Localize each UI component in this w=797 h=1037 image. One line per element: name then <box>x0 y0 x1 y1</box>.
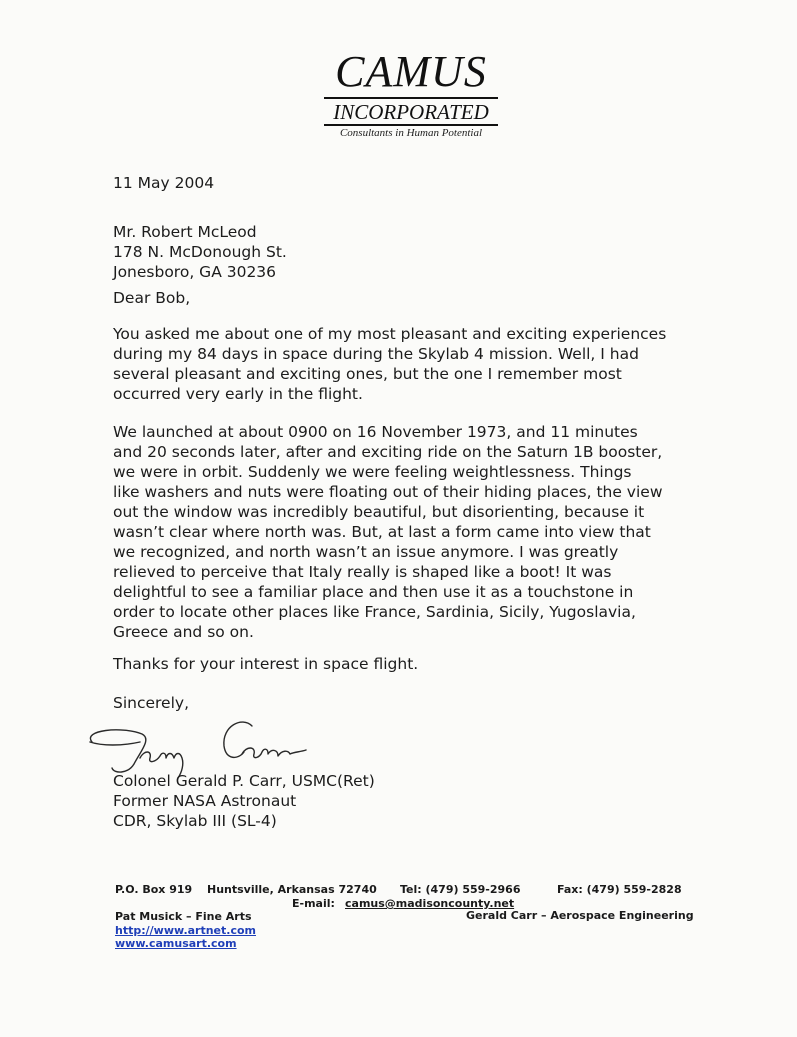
letter-date: 11 May 2004 <box>113 174 215 192</box>
paragraph-line: we recognized, and north wasn’t an issue anymore. I was greatly <box>113 543 619 561</box>
paragraph-line: You asked me about one of my most pleasant and exciting experiences <box>113 325 667 343</box>
footer-po-box: P.O. Box 919 <box>115 883 193 896</box>
signer-line: CDR, Skylab III (SL-4) <box>113 812 277 830</box>
footer-right-name: Gerald Carr – Aerospace Engineering <box>466 909 694 922</box>
paragraph-line: and 20 seconds later, after and exciting ride on the Saturn 1B booster, <box>113 443 663 461</box>
footer-email-link[interactable]: camus@madisoncounty.net <box>345 897 515 910</box>
footer-fax: Fax: (479) 559-2828 <box>557 883 682 896</box>
recipient-address <box>113 222 733 282</box>
footer-email-label: E-mail: <box>292 897 335 910</box>
closing-line: Thanks for your interest in space flight. <box>113 655 419 673</box>
footer-link-artnet[interactable]: http://www.artnet.com <box>115 924 256 937</box>
recipient-line: Mr. Robert McLeod <box>113 223 257 241</box>
footer-city: Huntsville, Arkansas 72740 <box>207 883 377 896</box>
letterhead-rule-top <box>324 97 498 99</box>
paragraph-line: order to locate other places like France, Sardinia, Sicily, Yugoslavia, <box>113 603 636 621</box>
paragraph-line: like washers and nuts were floating out of their hiding places, the view <box>113 483 663 501</box>
paragraph-line: We launched at about 0900 on 16 November 1973, and 11 minutes <box>113 423 638 441</box>
valediction: Sincerely, <box>113 694 190 712</box>
paragraph-line: delightful to see a familiar place and then use it as a touchstone in <box>113 583 634 601</box>
recipient-line: 178 N. McDonough St. <box>113 243 287 261</box>
paragraph-line: Greece and so on. <box>113 623 254 641</box>
signer-line: Former NASA Astronaut <box>113 792 297 810</box>
footer-link-camusart[interactable]: www.camusart.com <box>115 937 237 950</box>
signer-line: Colonel Gerald P. Carr, USMC(Ret) <box>113 772 375 790</box>
company-name: CAMUS <box>335 47 487 96</box>
paragraph-line: out the window was incredibly beautiful, but disorienting, because it <box>113 503 645 521</box>
company-tagline: Consultants in Human Potential <box>339 127 483 139</box>
paragraph-line: several pleasant and exciting ones, but the one I remember most <box>113 365 622 383</box>
paragraph-line: wasn’t clear where north was. But, at last a form came into view that <box>113 523 651 541</box>
recipient-line: Jonesboro, GA 30236 <box>113 263 277 281</box>
footer-left-name: Pat Musick – Fine Arts <box>115 910 252 923</box>
footer-tel: Tel: (479) 559-2966 <box>400 883 521 896</box>
letterhead-rule-bottom <box>324 124 498 126</box>
paragraph-1 <box>113 324 733 404</box>
paragraph-2 <box>113 422 733 642</box>
salutation: Dear Bob, <box>113 289 191 307</box>
company-incorporated: INCORPORATED <box>333 100 489 124</box>
signer-block <box>113 771 733 831</box>
paragraph-line: relieved to perceive that Italy really is shaped like a boot! It was <box>113 563 612 581</box>
paragraph-line: occurred very early in the flight. <box>113 385 363 403</box>
paragraph-line: we were in orbit. Suddenly we were feeling weightlessness. Things <box>113 463 632 481</box>
paragraph-line: during my 84 days in space during the Skylab 4 mission. Well, I had <box>113 345 639 363</box>
